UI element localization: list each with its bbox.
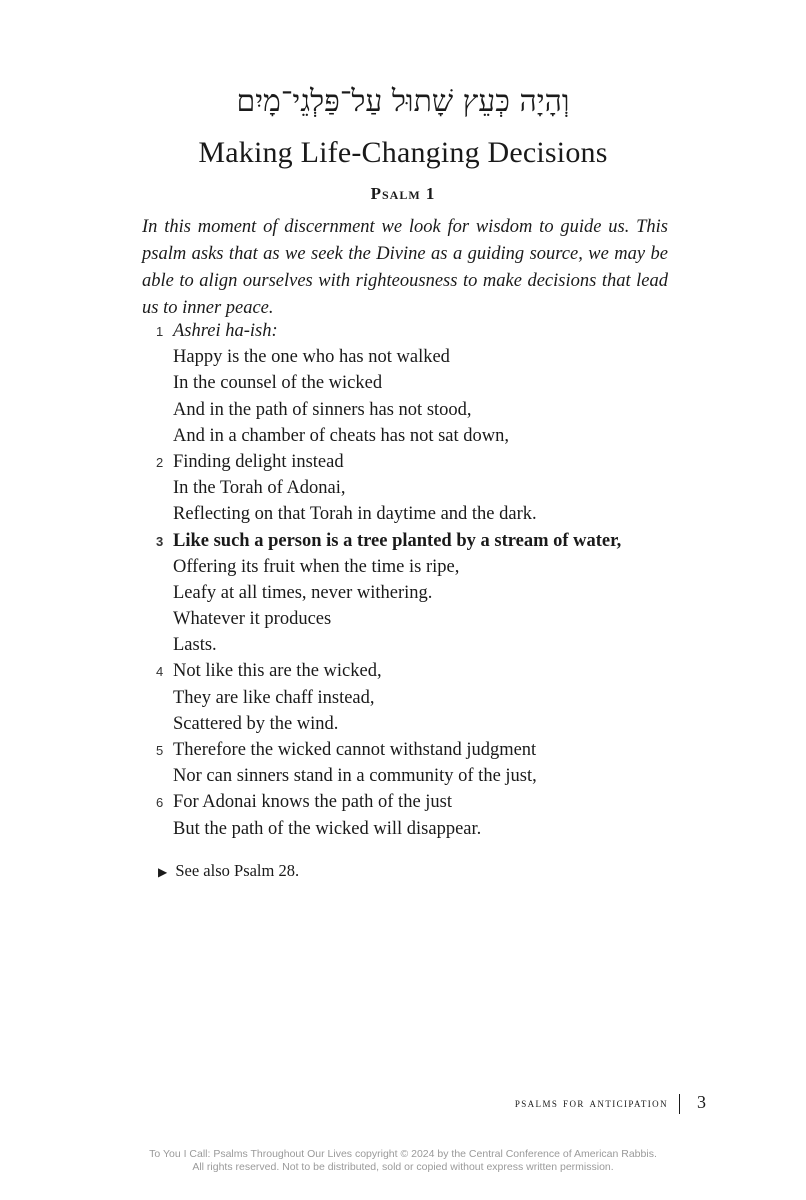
verse-text: But the path of the wicked will disappear. xyxy=(173,818,482,839)
verse-text: In the Torah of Adonai, xyxy=(173,478,346,499)
verse-line xyxy=(150,580,690,606)
verse-text: Leafy at all times, never withering. xyxy=(173,582,433,603)
verse-line xyxy=(150,606,690,632)
verse-text: Therefore the wicked cannot withstand judgment xyxy=(173,740,537,760)
intro-paragraph: In this moment of discernment we look for wisdom to guide us. This psalm asks that as we seek the Divine as a guiding source, we may be able to align ourselves with righteousness to make decisions that lead us to inner peace. xyxy=(142,217,668,318)
verse-text: Lasts. xyxy=(173,635,217,656)
verse-line xyxy=(150,344,690,370)
verse-text: In the counsel of the wicked xyxy=(173,373,383,394)
copyright-line: All rights reserved. Not to be distributed, sold or copied without express written permission. xyxy=(192,1161,614,1173)
verse-text: Finding delight instead xyxy=(173,451,344,472)
verse-line xyxy=(150,528,690,554)
verse-text: Happy is the one who has not walked xyxy=(173,347,450,368)
verse-number: 2 xyxy=(156,454,164,470)
verse-list xyxy=(150,318,690,842)
verse-line xyxy=(150,397,690,423)
verse-line xyxy=(150,632,690,658)
verse-line xyxy=(150,370,690,396)
verse-text: For Adonai knows the path of the just xyxy=(173,792,453,813)
copyright-notice xyxy=(0,1148,806,1174)
verse-text: And in the path of sinners has not stood, xyxy=(173,399,472,420)
verse-text: Like such a person is a tree planted by a stream of water, xyxy=(173,530,622,551)
verse-text: Scattered by the wind. xyxy=(173,713,339,734)
verse-line xyxy=(150,816,690,842)
verse-line xyxy=(150,501,690,527)
verse-line xyxy=(150,475,690,501)
verse-line xyxy=(150,763,690,789)
verse-text: And in a chamber of cheats has not sat down, xyxy=(173,425,509,446)
verse-line xyxy=(150,685,690,711)
verse-line xyxy=(150,789,690,815)
verse-line xyxy=(150,658,690,684)
verse-text: Ashrei ha-ish: xyxy=(173,321,278,341)
verse-text: Not like this are the wicked, xyxy=(173,661,382,682)
see-also-note xyxy=(158,861,299,881)
verse-number: 4 xyxy=(156,664,164,680)
verse-text: Whatever it produces xyxy=(173,609,332,630)
copyright-line: To You I Call: Psalms Throughout Our Lives copyright © 2024 by the Central Conference of American Rabbis. xyxy=(149,1148,657,1160)
verse-line xyxy=(150,449,690,475)
running-head xyxy=(380,1094,720,1116)
verse-text: Reflecting on that Torah in daytime and the dark. xyxy=(173,504,537,525)
hebrew-epigraph: וְהָיָה כְּעֵץ שָׁתוּל עַל־פַּלְגֵי־מָיִם xyxy=(236,84,570,119)
verse-text: Offering its fruit when the time is ripe, xyxy=(173,556,460,577)
running-head-divider xyxy=(679,1094,680,1114)
verse-number: 1 xyxy=(156,324,164,339)
triangle-right-icon: ▶ xyxy=(158,865,168,879)
verse-number: 6 xyxy=(156,795,164,811)
verse-line xyxy=(150,318,690,344)
psalm-subtitle: Psalm 1 xyxy=(370,184,436,203)
verse-line xyxy=(150,554,690,580)
verse-line xyxy=(150,423,690,449)
verse-text: They are like chaff instead, xyxy=(173,687,375,708)
verse-line xyxy=(150,711,690,737)
see-also-text: See also Psalm 28. xyxy=(175,861,300,880)
verse-text: Nor can sinners stand in a community of the just, xyxy=(173,766,537,787)
page-title: Making Life-Changing Decisions xyxy=(198,136,608,169)
verse-number: 5 xyxy=(156,743,164,758)
verse-line xyxy=(150,737,690,763)
page-number: 3 xyxy=(697,1092,706,1112)
section-name: psalms for anticipation xyxy=(514,1095,668,1110)
verse-number: 3 xyxy=(156,533,164,549)
